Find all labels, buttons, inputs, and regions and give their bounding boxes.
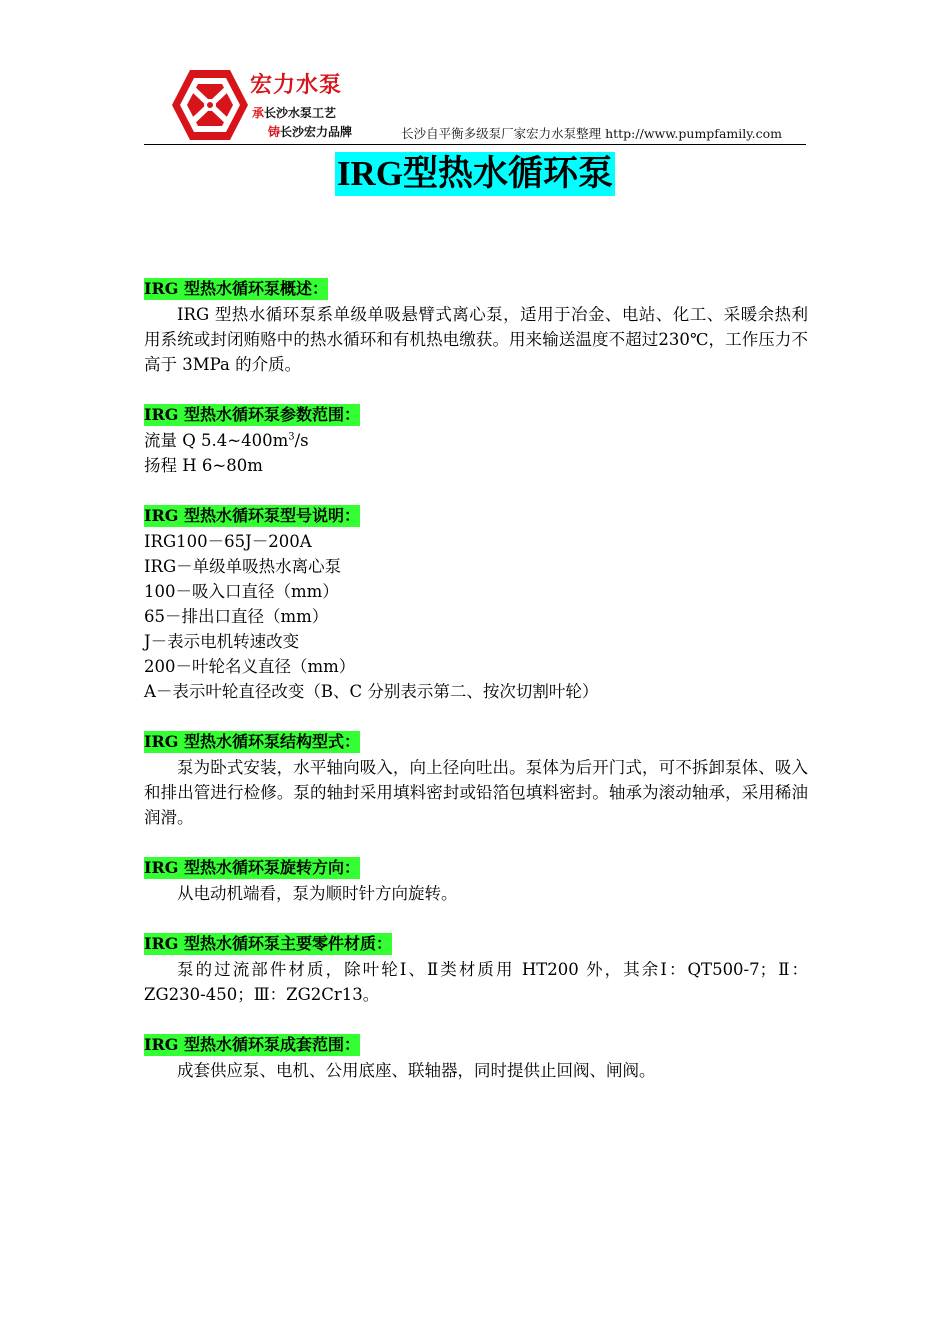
section-paragraph: 从电动机端看，泵为顺时针方向旋转。 — [177, 884, 458, 903]
title-container — [0, 152, 950, 196]
section-rotation — [144, 855, 808, 906]
page-header — [144, 64, 806, 145]
section-heading: IRG 型热水循环泵主要零件材质： — [144, 934, 393, 953]
section-structure — [144, 729, 808, 830]
section-paragraph: 泵为卧式安装，水平轴向吸入，向上径向吐出。泵体为后开门式，可不拆卸泵体、吸入和排出管进行检修。泵的轴封采用填料密封或铅箔包填料密封。轴承为滚动轴承，采用稀油润滑。 — [144, 758, 808, 827]
logo-brand-name: 宏力水泵 — [250, 73, 343, 98]
section-heading: IRG 型热水循环泵结构型式： — [144, 732, 361, 751]
document-body — [144, 276, 808, 1108]
hexagon-logo-icon — [170, 68, 250, 142]
company-logo — [170, 68, 390, 142]
head-line: 扬程 H 6~80m — [144, 456, 263, 475]
section-heading: IRG 型热水循环泵旋转方向： — [144, 858, 361, 877]
section-paragraph: IRG 型热水循环泵系单级单吸悬臂式离心泵，适用于冶金、电站、化工、采暖余热利用系统或封闭贿赂中的热水循环和有机热电缴获。用来输送温度不超过230℃，工作压力不高于 3MPa 的介质。 — [144, 305, 808, 374]
section-overview — [144, 276, 808, 377]
page-title: IRG型热水循环泵 — [335, 152, 615, 196]
model-line: IRG100－65J－200A — [144, 532, 312, 551]
section-paragraph: 成套供应泵、电机、公用底座、联轴器，同时提供止回阀、闸阀。 — [177, 1061, 656, 1080]
model-line: 65－排出口直径（mm） — [144, 607, 329, 626]
logo-slogan-line1: 承长沙水泵工艺 — [252, 106, 337, 120]
model-line: IRG－单级单吸热水离心泵 — [144, 557, 342, 576]
model-line: 200－叶轮名义直径（mm） — [144, 657, 356, 676]
flow-line: 流量 Q $5.4\sim 400m^3/s$ — [144, 431, 309, 450]
model-line: A－表示叶轮直径改变（B、C 分别表示第二、按次切割叶轮） — [144, 682, 599, 701]
section-model-explanation — [144, 503, 808, 704]
section-materials — [144, 931, 808, 1007]
header-caption: 长沙自平衡多级泵厂家宏力水泵整理 http://www.pumpfamily.com — [401, 126, 782, 141]
section-paragraph: 泵的过流部件材质，除叶轮Ⅰ、Ⅱ类材质用 HT200 外，其余Ⅰ：QT500-7；Ⅱ：ZG230-450；Ⅲ：ZG2Cr13。 — [144, 960, 808, 1004]
section-heading: IRG 型热水循环泵参数范围： — [144, 405, 361, 424]
section-heading: IRG 型热水循环泵成套范围： — [144, 1035, 361, 1054]
section-heading: IRG 型热水循环泵型号说明： — [144, 506, 361, 525]
model-line: 100－吸入口直径（mm） — [144, 582, 339, 601]
logo-slogan-line2: 铸长沙宏力品牌 — [268, 125, 353, 139]
section-supply-scope — [144, 1032, 808, 1083]
section-parameters — [144, 402, 808, 478]
section-heading: IRG 型热水循环泵概述： — [144, 279, 329, 298]
model-line: J－表示电机转速改变 — [144, 632, 300, 651]
